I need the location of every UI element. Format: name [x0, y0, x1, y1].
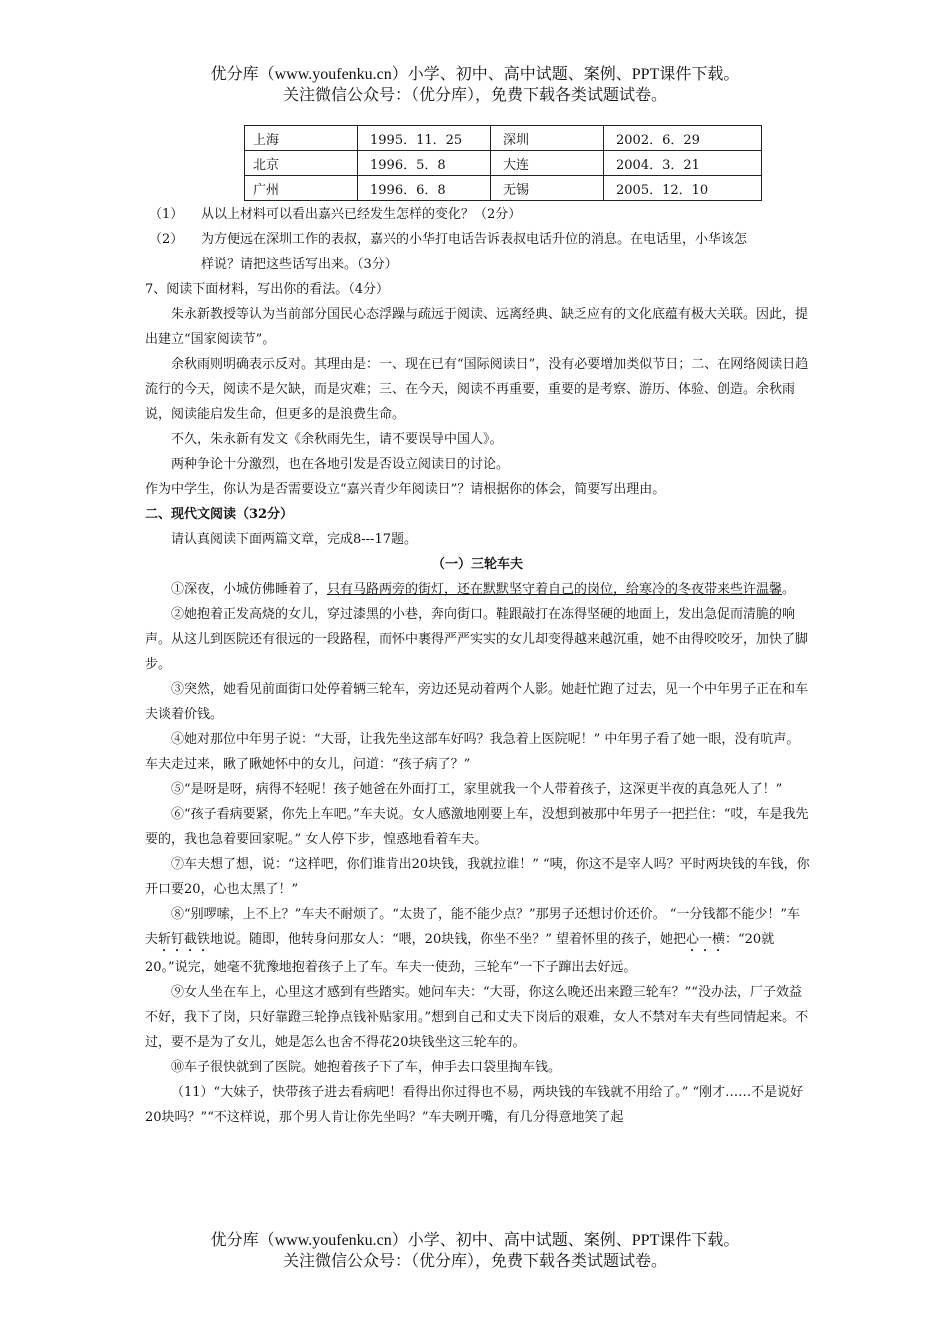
- table-cell: 1996．5．8: [358, 151, 491, 176]
- paragraph: 不久，朱永新有发文《余秋雨先生，请不要误导中国人》。: [171, 432, 503, 447]
- article-paragraph-5: ⑤“是呀是呀，病得不轻呢！孩子她爸在外面打工，家里就我一个人带着孩子，这深更半夜的真急死人了！”: [171, 782, 783, 797]
- question-text: 为方便远在深圳工作的表叔，嘉兴的小华打电话告诉表叔电话升位的消息。在电话里，小华该怎: [201, 232, 748, 247]
- section-intro: 请认真阅读下面两篇文章，完成8---17题。: [171, 532, 417, 547]
- paragraph: 朱永新教授等认为当前部分国民心态浮躁与疏远于阅读、远离经典、缺乏应有的文化底蕴有极大关联。因此，提出建立“国家阅读节”。: [145, 307, 809, 347]
- article-paragraph-10: ⑩车子很快就到了医院。她抱着孩子下了车，伸手去口袋里掏车钱。: [171, 1060, 562, 1075]
- question-text: 从以上材料可以看出嘉兴已经发生怎样的变化？（2分）: [201, 207, 522, 222]
- article-paragraph-7: ⑦车夫想了想，说：“这样吧，你们谁肯出20块钱，我就拉谁！” “咦，你这不是宰人吗？平时两块钱的车钱，你开口要20，心也太黑了！”: [145, 857, 810, 897]
- phone-upgrade-table: [244, 125, 762, 201]
- page-header: [0, 64, 950, 106]
- article-paragraph-1: [145, 577, 810, 602]
- text-span: ⑧“别啰嗦，上不上？”车夫不耐烦了。“太贵了，能不能少点？”那男子还想讨价还价。 “一分钱都不能少！”车夫: [145, 907, 801, 947]
- table-cell: 无锡: [491, 176, 604, 201]
- article-paragraph-2: ②她抱着正发高烧的女儿，穿过漆黑的小巷，奔向街口。鞋跟敲打在冻得坚硬的地面上，发出急促而清脆的响声。从这儿到医院还有很远的一段路程，而怀中裹得严严实实的女儿却变得越来越沉重，她不由得咬咬牙，加快了脚步。: [145, 607, 809, 672]
- article-paragraph-9: ⑨女人坐在车上，心里这才感到有些踏实。她问车夫：“大哥，你这么晚还出来蹬三轮车？”“没办法，厂子效益不好，我下了岗，只好靠蹬三轮挣点钱补贴家用。”想到自己和丈夫下岗后的艰难，女人不禁对车夫有些同情起来。不过，要不是为了女儿，她是怎么也舍不得花20块钱坐这三轮车的。: [145, 985, 809, 1050]
- section-title: 二、现代文阅读（32分）: [145, 507, 294, 522]
- table-cell: 上海: [245, 126, 358, 151]
- table-cell: 2005．12．10: [604, 176, 762, 201]
- article-paragraph-6: ⑥“孩子看病要紧，你先上车吧。”车夫说。女人感激地刚要上车，没想到被那中年男子一把拦住：“哎，车是我先要的，我也急着要回家呢。” 女人停下步，惶惑地看着车夫。: [145, 807, 809, 847]
- table-cell: 广州: [245, 176, 358, 201]
- question-number: （2）: [149, 232, 184, 247]
- paragraph: 余秋雨则明确表示反对。其理由是：一、现在已有“国际阅读日”，没有必要增加类似节日；二、在网络阅读日趋流行的今天，阅读不是欠缺，而是灾难；三、在今天，阅读不再重要，重要的是考察、游历、体验、创造。余秋雨说，阅读能启发生命，但更多的是浪费生命。: [145, 357, 809, 422]
- underlined-sentence: 只有马路两旁的街灯，还在默默坚守着自己的岗位，给寒冷的冬夜带来些许温馨: [327, 582, 783, 597]
- table-row: [245, 176, 762, 201]
- article-paragraph-4: ④她对那位中年男子说：“大哥，让我先坐这部车好吗？我急着上医院呢！” 中年男子看了她一眼，没有吭声。 车夫走过来，瞅了瞅她怀中的女儿，问道：“孩子病了？”: [145, 732, 800, 772]
- paragraph: 作为中学生，你认为是否需要设立“嘉兴青少年阅读日”？请根据你的体会，简要写出理由。: [145, 482, 666, 497]
- emphasized-word: 心一横: [686, 932, 726, 947]
- question-7-title: 7、阅读下面材料，写出你的看法。（4分）: [145, 282, 390, 297]
- table-row: [245, 126, 762, 151]
- table-cell: 1995．11．25: [358, 126, 491, 151]
- table-cell: 2004．3．21: [604, 151, 762, 176]
- table-row: [245, 151, 762, 176]
- table-cell: 2002．6．29: [604, 126, 762, 151]
- question-6-1: [145, 202, 810, 227]
- question-6-2-continued: 样说？请把这些话写出来。（3分）: [201, 257, 398, 272]
- header-line-1: 优分库（www.youfenku.cn）小学、初中、高中试题、案例、PPT课件下载。: [210, 66, 740, 83]
- text-span: 。: [782, 582, 796, 597]
- emphasized-word: 斩钉截铁: [158, 932, 211, 947]
- footer-line-2: 关注微信公众号：（优分库），免费下载各类试题试卷。: [282, 1253, 667, 1270]
- article-paragraph-8: [145, 902, 810, 980]
- paragraph: 两种争论十分激烈，也在各地引发是否设立阅读日的讨论。: [171, 457, 510, 472]
- page-footer: [0, 1230, 950, 1272]
- article-paragraph-3: ③突然，她看见前面街口处停着辆三轮车，旁边还晃动着两个人影。她赶忙跑了过去，见一个中年男子正在和车夫谈着价钱。: [145, 682, 809, 722]
- table-cell: 1996．6．8: [358, 176, 491, 201]
- article-paragraph-11: （11）“大妹子，快带孩子进去看病吧！看得出你过得也不易，两块钱的车钱就不用给了。” “刚才……不是说好20块吗？”“不这样说，那个男人肯让你先坐吗？”车夫咧开嘴，有几分得意地笑了起: [145, 1085, 804, 1125]
- footer-line-1: 优分库（www.youfenku.cn）小学、初中、高中试题、案例、PPT课件下载。: [210, 1232, 740, 1249]
- question-number: （1）: [149, 207, 184, 222]
- article-title: （一）三轮车夫: [431, 557, 523, 572]
- text-span: ：“20就20。”说完，她毫不犹豫地抱着孩子上了车。车夫一使劲，三轮车”一下子蹿出去好远。: [145, 932, 775, 975]
- text-span: ①深夜，小城仿佛睡着了，: [171, 582, 328, 597]
- text-span: 地说。随即，他转身问那女人：“喂，20块钱，你坐不坐？” 望着怀里的孩子，她把: [210, 932, 686, 947]
- header-line-2: 关注微信公众号：（优分库），免费下载各类试题试卷。: [282, 87, 667, 104]
- table-cell: 大连: [491, 151, 604, 176]
- question-6-2: [145, 227, 810, 252]
- document-body: [145, 202, 810, 1130]
- table-cell: 北京: [245, 151, 358, 176]
- table-cell: 深圳: [491, 126, 604, 151]
